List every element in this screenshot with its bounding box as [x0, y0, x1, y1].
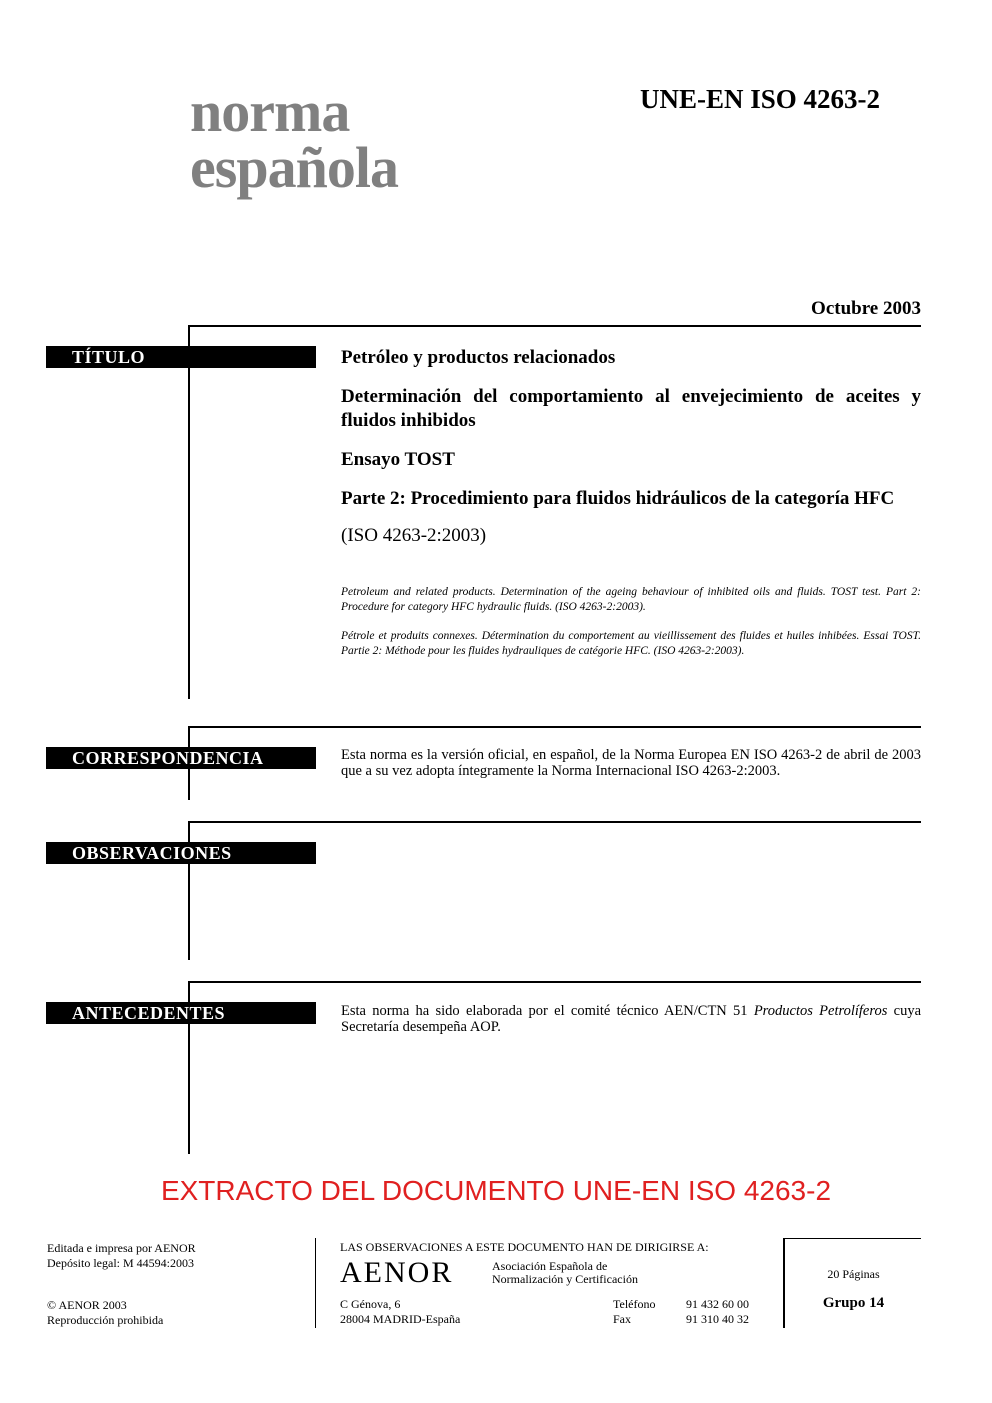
association-name — [492, 1260, 638, 1286]
correspondencia-text: Esta norma es la versión oficial, en español, de la Norma Europea EN ISO 4263-2 de abril de 2003 que a su vez adopta íntegramente la Norma Internacional ISO 4263-2:2003. — [341, 747, 921, 779]
label-correspondencia: CORRESPONDENCIA — [46, 747, 316, 769]
address-line-2: 28004 MADRID-España — [340, 1312, 461, 1326]
label-titulo: TÍTULO — [46, 346, 316, 368]
section-divider-correspondencia — [188, 726, 921, 728]
contact-labels — [613, 1297, 655, 1327]
label-antecedentes: ANTECEDENTES — [46, 1002, 316, 1024]
title-line-3: Ensayo TOST — [341, 449, 455, 470]
footer-divider-right — [783, 1238, 785, 1328]
section-divider-titulo — [188, 325, 921, 327]
antecedentes-committee-name: Productos Petrolíferos — [753, 1003, 888, 1019]
publication-date: Octubre 2003 — [811, 298, 921, 319]
antecedentes-text — [341, 1003, 921, 1035]
footer-left — [47, 1241, 196, 1328]
address-line-1: C Génova, 6 — [340, 1297, 401, 1311]
iso-reference: (ISO 4263-2:2003) — [341, 525, 487, 546]
association-line-1: Asociación Española de — [492, 1259, 608, 1273]
label-observaciones: OBSERVACIONES — [46, 842, 316, 864]
fax-number: 91 310 40 32 — [686, 1312, 749, 1326]
brand-title — [190, 79, 398, 200]
aenor-logo: AENOR — [340, 1256, 454, 1289]
extract-notice: EXTRACTO DEL DOCUMENTO UNE-EN ISO 4263-2 — [160, 1175, 832, 1206]
antecedentes-text-end: cuya Secretaría desempeña AOP. — [341, 1003, 922, 1035]
standard-code: UNE-EN ISO 4263-2 — [640, 84, 881, 114]
contact-values — [686, 1297, 749, 1327]
phone-label: Teléfono — [613, 1297, 656, 1311]
section-divider-observaciones — [188, 821, 921, 823]
reproduction-notice: Reproducción prohibida — [47, 1313, 164, 1327]
group-number: Grupo 14 — [822, 1295, 885, 1311]
title-line-1: Petróleo y productos relacionados — [341, 347, 616, 368]
edited-by: Editada e impresa por AENOR — [47, 1241, 196, 1255]
footer-box-top-rule — [783, 1238, 921, 1239]
page-count: 20 Páginas — [827, 1267, 880, 1281]
english-title: Petroleum and related products. Determination of the ageing behaviour of inhibited oils and fluids. TOST test. Part 2: Procedure for category HFC hydraulic fluids. (ISO 4263-2:2003). — [341, 586, 921, 613]
association-line-2: Normalización y Certificación — [492, 1272, 638, 1286]
titulo-content — [341, 346, 921, 659]
fax-label: Fax — [613, 1312, 631, 1326]
title-line-4: Parte 2: Procedimiento para fluidos hidráulicos de la categoría HFC — [341, 488, 895, 509]
title-line-2: Determinación del comportamiento al envejecimiento de aceites y fluidos inhibidos — [341, 386, 921, 431]
section-divider-antecedentes — [188, 981, 921, 983]
brand-line-1: norma — [190, 79, 350, 144]
french-title: Pétrole et produits connexes. Détermination du comportement au vieillissement des fluides et huiles inhibées. Essai TOST. Partie 2: Méthode pour les fluides hydrauliques de catégorie HFC. (ISO 4263-2:2003). — [341, 630, 921, 657]
address — [340, 1297, 460, 1327]
legal-deposit: Depósito legal: M 44594:2003 — [47, 1256, 194, 1270]
footer-divider-left — [315, 1238, 316, 1328]
copyright: © AENOR 2003 — [47, 1298, 127, 1312]
brand-line-2: española — [190, 135, 398, 200]
observations-notice: LAS OBSERVACIONES A ESTE DOCUMENTO HAN DE DIRIGIRSE A: — [340, 1240, 709, 1254]
phone-number: 91 432 60 00 — [686, 1297, 749, 1311]
antecedentes-text-start: Esta norma ha sido elaborada por el comité técnico AEN/CTN 51 — [341, 1003, 754, 1019]
vertical-rule-titulo — [188, 325, 190, 699]
